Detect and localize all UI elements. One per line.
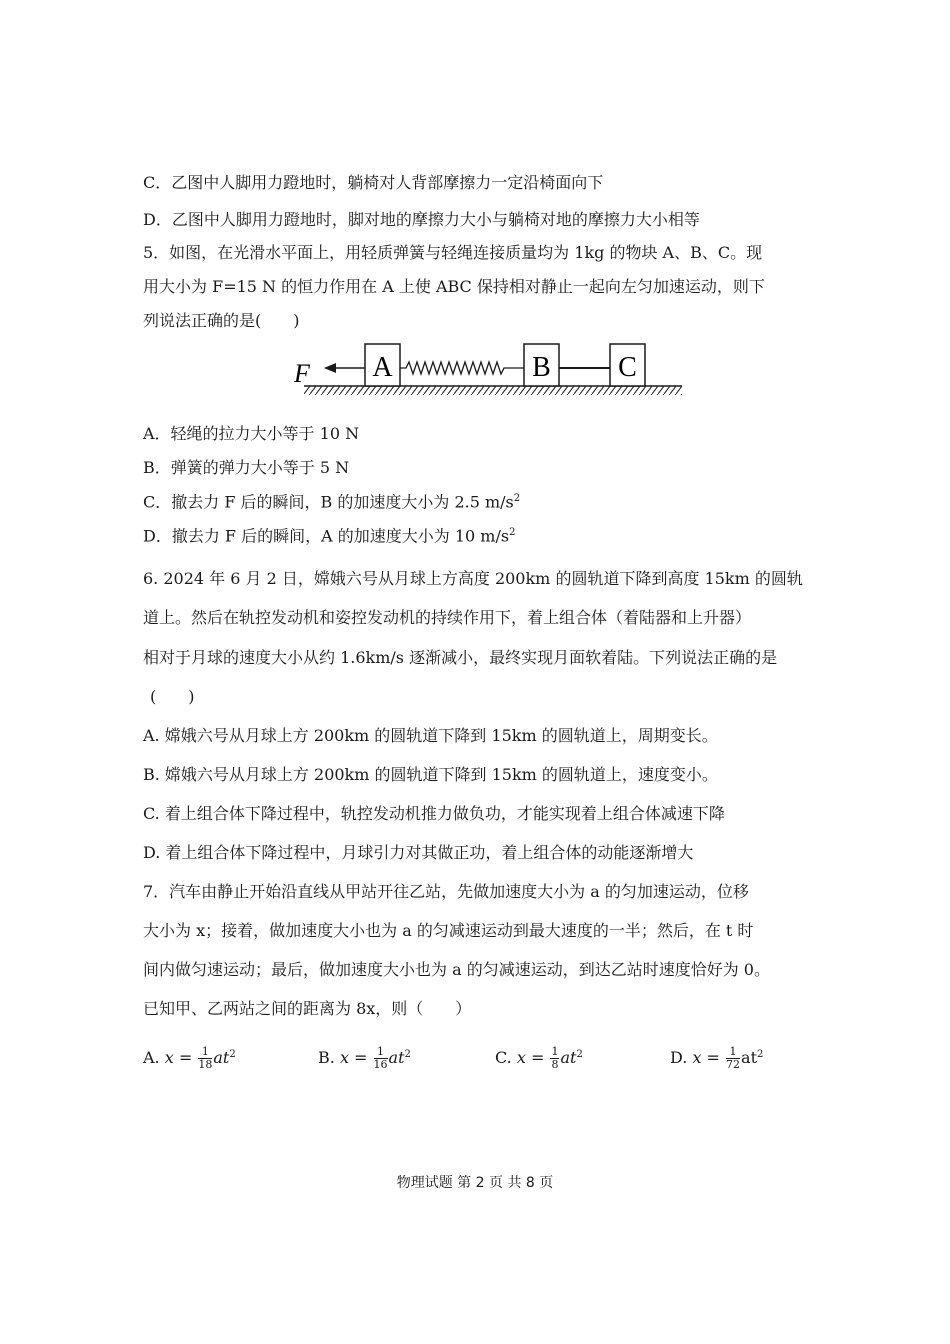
q6-stem-line-1: 6. 2024 年 6 月 2 日，嫦娥六号从月球上方高度 200km 的圆轨道下降到高度 15km 的圆轨 [143,569,803,588]
q7-option-b-exponent: 2 [404,1048,411,1060]
q7-option-c [495,1046,583,1071]
q5-option-d-text: D．撤去力 F 后的瞬间，A 的加速度大小为 10 m/s [143,526,510,546]
q5-stem-line-2: 用大小为 F=15 N 的恒力作用在 A 上使 ABC 保持相对静止一起向左匀加速运动，则下 [143,277,765,296]
q7-option-b-fraction [374,1046,388,1071]
q5-stem-line-1: 5．如图，在光滑水平面上，用轻质弹簧与轻绳连接质量均为 1kg 的物块 A、B、C。现 [143,243,763,262]
q6-stem-line-4: ( ) [150,687,195,706]
spring [400,362,524,374]
q7-option-a-lhs: x = [164,1048,193,1068]
q7-option-a-exponent: 2 [229,1048,236,1060]
q7-option-d-fraction [726,1046,740,1071]
q6-stem-line-3: 相对于月球的速度大小从约 1.6km/s 逐渐减小，最终实现月面软着陆。下列说法正确的是 [143,648,778,667]
q6-option-c: C. 着上组合体下降过程中，轨控发动机推力做负功，才能实现着上组合体减速下降 [143,804,725,823]
q5-option-d-exponent: 2 [509,527,516,538]
q7-option-d-rhs: at [741,1048,758,1068]
q7-option-b [318,1046,411,1071]
q6-stem-line-2: 道上。然后在轨控发动机和姿控发动机的持续作用下，着上组合体（着陆器和上升器） [143,608,752,627]
q5-option-a: A．轻绳的拉力大小等于 10 N [143,424,360,443]
q4-option-d: D．乙图中人脚用力蹬地时，脚对地的摩擦力大小与躺椅对地的摩擦力大小相等 [143,210,700,229]
q6-option-a: A. 嫦娥六号从月球上方 200km 的圆轨道下降到 15km 的圆轨道上，周期变长。 [143,726,718,745]
q7-option-b-rhs: at [388,1048,405,1068]
block-a-label: A [372,352,393,383]
q7-stem-line-4: 已知甲、乙两站之间的距离为 8x，则（ ） [143,999,472,1018]
force-label: F [294,359,310,388]
q5-option-c-text: C．撤去力 F 后的瞬间，B 的加速度大小为 2.5 m/s [143,492,514,512]
q4-option-c: C．乙图中人脚用力蹬地时，躺椅对人背部摩擦力一定沿椅面向下 [143,173,604,192]
q7-option-c-rhs: at [560,1048,577,1068]
q7-option-d [670,1046,763,1071]
q7-option-a [143,1046,236,1071]
q7-option-d-numerator: 1 [726,1046,740,1059]
q7-stem-line-2: 大小为 x；接着，做加速度大小也为 a 的匀减速运动到最大速度的一半；然后，在 t 时 [143,921,754,940]
q5-option-c [143,494,520,510]
q7-option-a-rhs: at [213,1048,230,1068]
q7-option-a-denominator: 18 [198,1058,213,1072]
force-arrow-head [324,363,336,373]
q7-option-b-denominator: 16 [373,1058,388,1072]
q7-option-c-lhs: x = [516,1048,545,1068]
q7-option-c-denominator: 8 [551,1058,559,1072]
q6-option-d: D. 着上组合体下降过程中，月球引力对其做正功，着上组合体的动能逐渐增大 [143,843,694,862]
q5-option-d [143,528,515,544]
q7-stem-line-1: 7．汽车由静止开始沿直线从甲站开往乙站，先做加速度大小为 a 的匀加速运动，位移 [143,882,749,901]
q7-option-d-lhs: x = [692,1048,720,1068]
page-footer: 物理试题 第 2 页 共 8 页 [396,1175,554,1191]
q7-option-c-fraction [550,1046,559,1071]
q7-stem-line-3: 间内做匀速运动；最后，做加速度大小也为 a 的匀减速运动，到达乙站时速度恰好为 0。 [143,960,770,979]
q7-option-d-denominator: 72 [726,1058,741,1072]
q7-option-b-numerator: 1 [374,1046,388,1059]
q7-option-d-exponent: 2 [757,1048,764,1060]
q7-option-c-label: C. [495,1048,512,1068]
ground-hatch [304,386,682,395]
q6-option-b: B. 嫦娥六号从月球上方 200km 的圆轨道下降到 15km 的圆轨道上，速度变小。 [143,765,718,784]
q7-option-c-numerator: 1 [551,1045,559,1058]
q7-option-a-label: A. [143,1048,160,1068]
block-c-label: C [618,352,637,383]
q5-stem-line-3: 列说法正确的是( ) [143,311,300,330]
q7-option-a-numerator: 1 [198,1046,212,1059]
q7-option-a-fraction [198,1046,212,1071]
q5-option-c-exponent: 2 [513,493,521,504]
q7-option-b-lhs: x = [339,1048,368,1068]
q7-option-d-label: D. [670,1048,688,1068]
q7-option-b-label: B. [318,1048,335,1068]
q5-option-b: B．弹簧的弹力大小等于 5 N [143,458,350,477]
block-b-label: B [532,352,551,383]
q7-option-c-exponent: 2 [576,1048,583,1060]
spring-block-diagram [292,338,684,404]
